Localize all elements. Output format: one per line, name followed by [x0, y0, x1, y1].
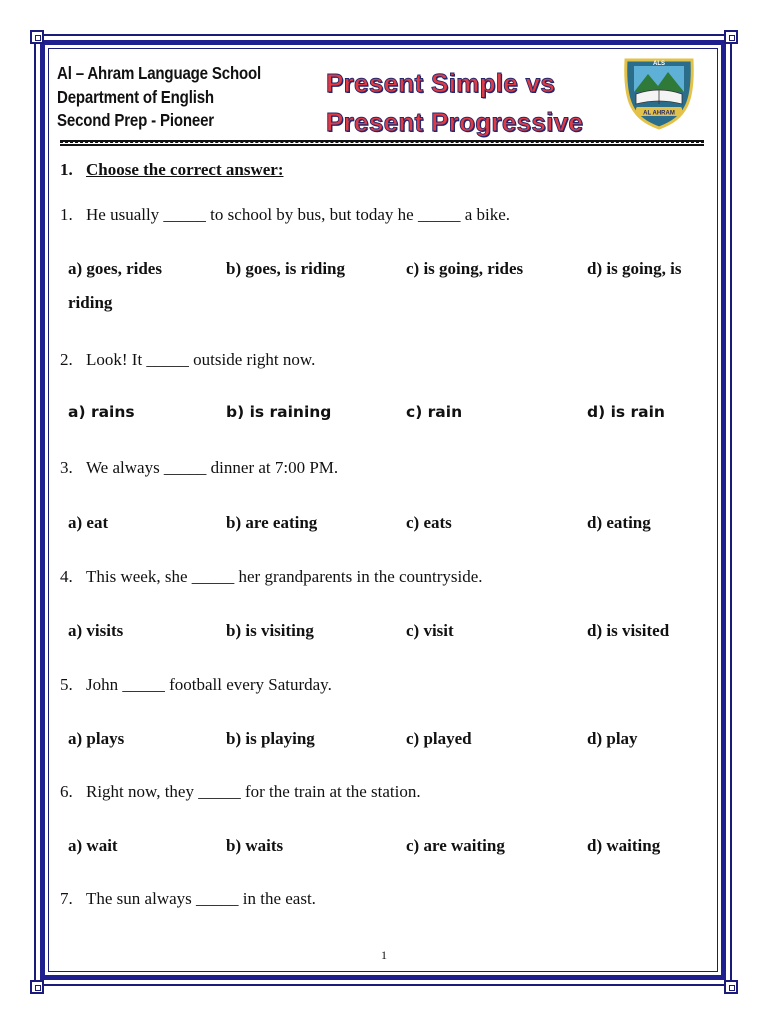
option-b[interactable]: b) is playing [226, 729, 315, 748]
page-border-line [48, 48, 718, 972]
option-a[interactable]: a) plays [68, 729, 125, 748]
question-text: Look! It _____ outside right now. [86, 350, 316, 369]
option-b[interactable]: b) are eating [226, 513, 318, 532]
option-c[interactable]: c) is going, rides [406, 259, 524, 278]
option-a[interactable]: a) goes, rides [68, 259, 162, 278]
option-d[interactable]: d) is rain [587, 403, 665, 421]
section-heading [60, 160, 283, 180]
school-info [57, 62, 261, 133]
option-c[interactable]: c) visit [406, 621, 454, 640]
header-separator [60, 140, 704, 146]
corner-ornament [724, 980, 738, 994]
option-d[interactable]: d) is going, is [587, 259, 682, 278]
question-number: 1. [60, 205, 73, 224]
question [60, 350, 315, 370]
school-logo-icon [614, 52, 704, 132]
question-text: We always _____ dinner at 7:00 PM. [86, 458, 339, 477]
corner-ornament [30, 980, 44, 994]
option-a[interactable]: a) visits [68, 621, 124, 640]
option-a[interactable]: a) wait [68, 836, 118, 855]
option-b[interactable]: b) goes, is riding [226, 259, 346, 278]
title-line-2: Present Progressive [326, 107, 584, 137]
question-text: The sun always _____ in the east. [86, 889, 316, 908]
question [60, 567, 483, 587]
option-c[interactable]: c) played [406, 729, 472, 748]
logo-caption: AL AHRAM [643, 110, 675, 117]
school-name: Al – Ahram Language School [57, 63, 262, 83]
option-d-continuation: riding [68, 293, 113, 312]
section-number: 1. [60, 160, 73, 179]
option-d[interactable]: d) eating [587, 513, 651, 532]
corner-ornament [724, 30, 738, 44]
question-number: 6. [60, 782, 73, 801]
option-d[interactable]: d) play [587, 729, 638, 748]
department-name: Department of English [57, 86, 214, 107]
question-text: He usually _____ to school by bus, but today he _____ a bike. [86, 205, 511, 224]
option-d[interactable]: d) is visited [587, 621, 670, 640]
option-b[interactable]: b) is raining [226, 403, 332, 421]
question [60, 675, 332, 695]
corner-ornament [30, 30, 44, 44]
question [60, 782, 421, 802]
question [60, 205, 510, 225]
question-text: John _____ football every Saturday. [86, 675, 332, 694]
question [60, 889, 316, 909]
question-number: 4. [60, 567, 73, 586]
question-text: This week, she _____ her grandparents in the countryside. [86, 567, 483, 586]
option-a[interactable]: a) rains [68, 403, 135, 421]
title-line-1: Present Simple vs [326, 68, 556, 98]
worksheet-title [326, 64, 583, 142]
page-number: 1 [381, 948, 387, 962]
question-number: 2. [60, 350, 73, 369]
option-c[interactable]: c) rain [406, 403, 463, 421]
question-number: 3. [60, 458, 73, 477]
question [60, 458, 338, 478]
option-d[interactable]: d) waiting [587, 836, 661, 855]
question-text: Right now, they _____ for the train at the station. [86, 782, 421, 801]
section-title: Choose the correct answer: [86, 160, 284, 179]
option-c[interactable]: c) are waiting [406, 836, 505, 855]
logo-letters: ALS [653, 61, 665, 67]
option-a[interactable]: a) eat [68, 513, 109, 532]
option-b[interactable]: b) waits [226, 836, 284, 855]
option-c[interactable]: c) eats [406, 513, 452, 532]
class-name: Second Prep - Pioneer [57, 110, 214, 130]
option-b[interactable]: b) is visiting [226, 621, 314, 640]
question-number: 7. [60, 889, 73, 908]
question-number: 5. [60, 675, 73, 694]
